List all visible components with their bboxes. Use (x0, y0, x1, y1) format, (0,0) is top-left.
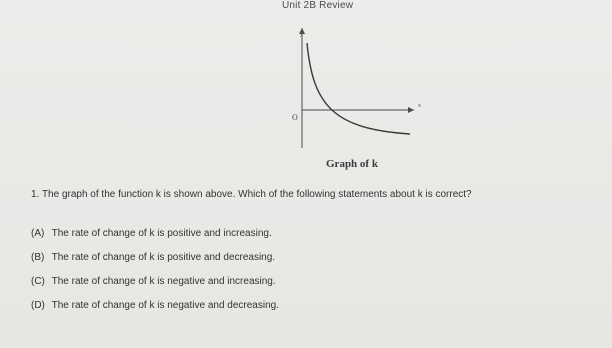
origin-label: O (292, 113, 298, 122)
x-axis-arrow (408, 107, 414, 113)
option-b-text: The rate of change of k is positive and decreasing. (51, 252, 276, 263)
option-d[interactable] (31, 296, 551, 315)
option-d-text: The rate of change of k is negative and decreasing. (51, 300, 279, 311)
option-d-letter: (D) (31, 300, 45, 311)
x-axis-label: x (418, 103, 421, 109)
option-a-letter: (A) (31, 228, 45, 239)
graph-caption: Graph of k (326, 158, 378, 170)
option-c-letter: (C) (31, 276, 45, 287)
graph-svg (282, 28, 432, 178)
option-a[interactable] (31, 224, 551, 243)
option-b[interactable] (31, 248, 551, 267)
page-header: Unit 2B Review (282, 0, 354, 11)
option-a-text: The rate of change of k is positive and increasing. (51, 228, 272, 239)
k-curve (307, 43, 410, 134)
option-b-letter: (B) (31, 252, 45, 263)
option-c[interactable] (31, 272, 551, 291)
question-text: 1. The graph of the function k is shown above. Which of the following statements about k is correct? (31, 189, 472, 200)
answer-options (31, 224, 551, 315)
y-axis-label: y (300, 31, 303, 37)
function-graph (282, 28, 432, 178)
option-c-text: The rate of change of k is negative and increasing. (51, 276, 276, 287)
